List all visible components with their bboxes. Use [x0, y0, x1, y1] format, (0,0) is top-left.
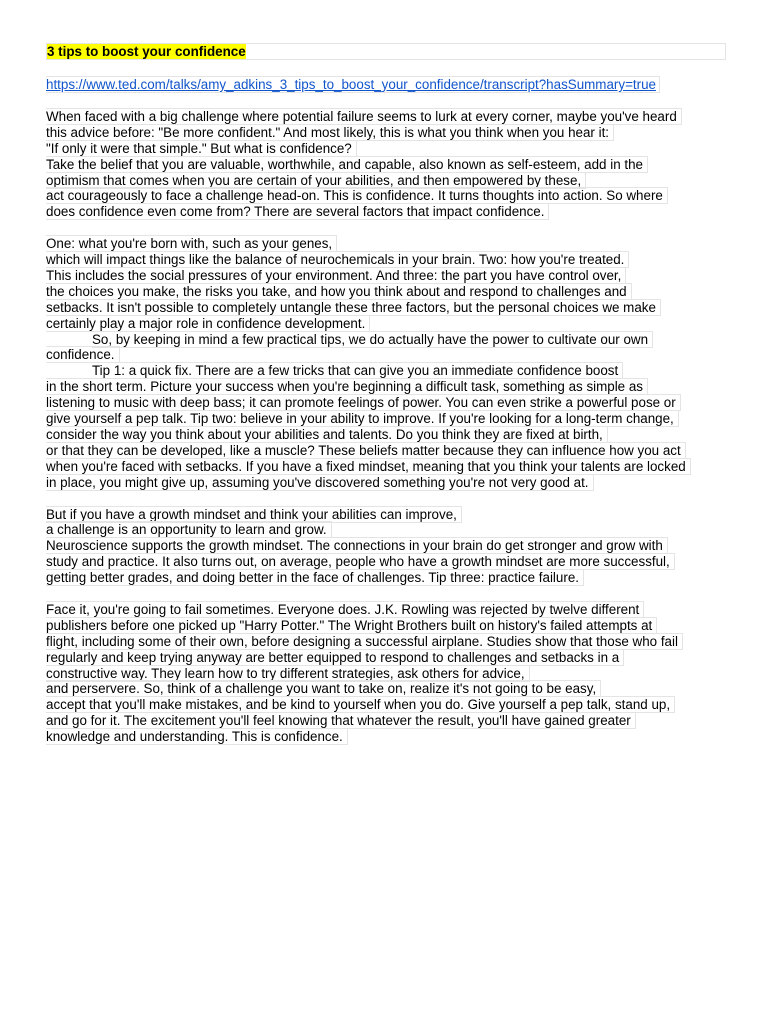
paragraph — [46, 507, 726, 587]
text-line-content: This includes the social pressures of your environment. And three: the part you have control over, — [46, 267, 626, 284]
text-line-content: flight, including some of their own, before designing a successful airplane. Studies show that those who fail — [46, 633, 683, 650]
text-line-content: when you're faced with setbacks. If you have a fixed mindset, meaning that you think your talents are locked — [46, 458, 691, 475]
source-link-row — [46, 77, 726, 93]
document-page — [46, 43, 726, 761]
text-line — [46, 188, 726, 204]
text-line — [46, 729, 726, 745]
text-line-content: When faced with a big challenge where potential failure seems to lurk at every corner, maybe you've heard — [46, 108, 682, 125]
text-line — [46, 427, 726, 443]
text-line-content: a challenge is an opportunity to learn and grow. — [46, 521, 332, 538]
text-line — [46, 125, 726, 141]
text-line — [46, 666, 726, 682]
text-line-content: Neuroscience supports the growth mindset. The connections in your brain do get stronger and grow with — [46, 537, 668, 554]
text-line-content: act courageously to face a challenge head-on. This is confidence. It turns thoughts into action. So where — [46, 187, 668, 204]
text-line — [46, 507, 726, 523]
text-line — [46, 332, 726, 348]
text-line-content: But if you have a growth mindset and think your abilities can improve, — [46, 506, 462, 523]
text-line — [46, 697, 726, 713]
document-title: 3 tips to boost your confidence — [47, 44, 246, 59]
text-line-content: publishers before one picked up "Harry Potter." The Wright Brothers built on history's failed attempts at — [46, 617, 657, 634]
text-line-content: certainly play a major role in confidence development. — [46, 315, 370, 332]
text-line-content: listening to music with deep bass; it can promote feelings of power. You can even strike a powerful pose or — [46, 394, 681, 411]
text-line-content: or that they can be developed, like a muscle? These beliefs matter because they can influence how you act — [46, 442, 686, 459]
text-line — [46, 602, 726, 618]
text-line-content: So, by keeping in mind a few practical tips, we do actually have the power to cultivate our own — [92, 331, 653, 348]
text-line — [46, 204, 726, 220]
text-line — [46, 268, 726, 284]
text-line — [46, 363, 726, 379]
text-line — [46, 236, 726, 252]
text-line-content: the choices you make, the risks you take, and how you think about and respond to challenges and — [46, 283, 632, 300]
text-line-content: does confidence even come from? There are several factors that impact confidence. — [46, 203, 549, 220]
text-line — [46, 522, 726, 538]
text-line — [46, 443, 726, 459]
text-line — [46, 316, 726, 332]
paragraph — [46, 109, 726, 220]
paragraph — [46, 236, 726, 491]
text-line-content: in the short term. Picture your success when you're beginning a difficult task, something as simple as — [46, 378, 648, 395]
text-line — [46, 475, 726, 491]
text-line-content: "If only it were that simple." But what is confidence? — [46, 140, 357, 157]
text-line-content: regularly and keep trying anyway are better equipped to respond to challenges and setbacks in a — [46, 649, 624, 666]
text-line-content: confidence. — [46, 346, 120, 363]
text-line-content: this advice before: "Be more confident." And most likely, this is what you think when you hear it: — [46, 124, 614, 141]
text-line — [46, 347, 726, 363]
text-line — [46, 411, 726, 427]
text-line-content: and perservere. So, think of a challenge you want to take on, realize it's not going to be easy, — [46, 680, 601, 697]
text-line — [46, 681, 726, 697]
text-line — [46, 141, 726, 157]
title-row — [46, 43, 726, 60]
text-line-content: consider the way you think about your abilities and talents. Do you think they are fixed at birth, — [46, 426, 608, 443]
text-line-content: Face it, you're going to fail sometimes. Everyone does. J.K. Rowling was rejected by twelve different — [46, 601, 644, 618]
text-line — [46, 713, 726, 729]
text-line-content: One: what you're born with, such as your genes, — [46, 235, 337, 252]
text-line-content: give yourself a pep talk. Tip two: believe in your ability to improve. If you're looking for a long-term change, — [46, 410, 679, 427]
paragraph — [46, 602, 726, 745]
text-line — [46, 379, 726, 395]
text-line — [46, 459, 726, 475]
text-line-content: which will impact things like the balance of neurochemicals in your brain. Two: how you're treated. — [46, 251, 629, 268]
text-line-content: getting better grades, and doing better in the face of challenges. Tip three: practice failure. — [46, 569, 584, 586]
text-line-content: Take the belief that you are valuable, worthwhile, and capable, also known as self-esteem, add in the — [46, 156, 648, 173]
text-line — [46, 538, 726, 554]
text-line-content: and go for it. The excitement you'll feel knowing that whatever the result, you'll have gained greater — [46, 712, 636, 729]
text-line — [46, 634, 726, 650]
text-line — [46, 109, 726, 125]
text-line-content: accept that you'll make mistakes, and be kind to yourself when you do. Give yourself a pep talk, stand up, — [46, 696, 675, 713]
text-line-content: setbacks. It isn't possible to completely untangle these three factors, but the personal choices we make — [46, 299, 661, 316]
text-line — [46, 284, 726, 300]
text-line-content: in place, you might give up, assuming you've discovered something you're not very good at. — [46, 474, 594, 491]
text-line — [46, 618, 726, 634]
text-line — [46, 173, 726, 189]
text-line — [46, 554, 726, 570]
text-line-content: constructive way. They learn how to try different strategies, ask others for advice, — [46, 665, 530, 682]
text-line — [46, 157, 726, 173]
text-line — [46, 395, 726, 411]
body-text — [46, 109, 726, 745]
text-line-content: optimism that comes when you are certain of your abilities, and then empowered by these, — [46, 172, 586, 189]
text-line — [46, 252, 726, 268]
text-line — [46, 650, 726, 666]
text-line-content: knowledge and understanding. This is confidence. — [46, 728, 348, 745]
source-link[interactable]: https://www.ted.com/talks/amy_adkins_3_tips_to_boost_your_confidence/transcript?hasSummary=true — [46, 76, 660, 93]
text-line-content: Tip 1: a quick fix. There are a few tricks that can give you an immediate confidence boost — [92, 362, 623, 379]
text-line — [46, 300, 726, 316]
text-line-content: study and practice. It also turns out, on average, people who have a growth mindset are more successful, — [46, 553, 675, 570]
text-line — [46, 570, 726, 586]
